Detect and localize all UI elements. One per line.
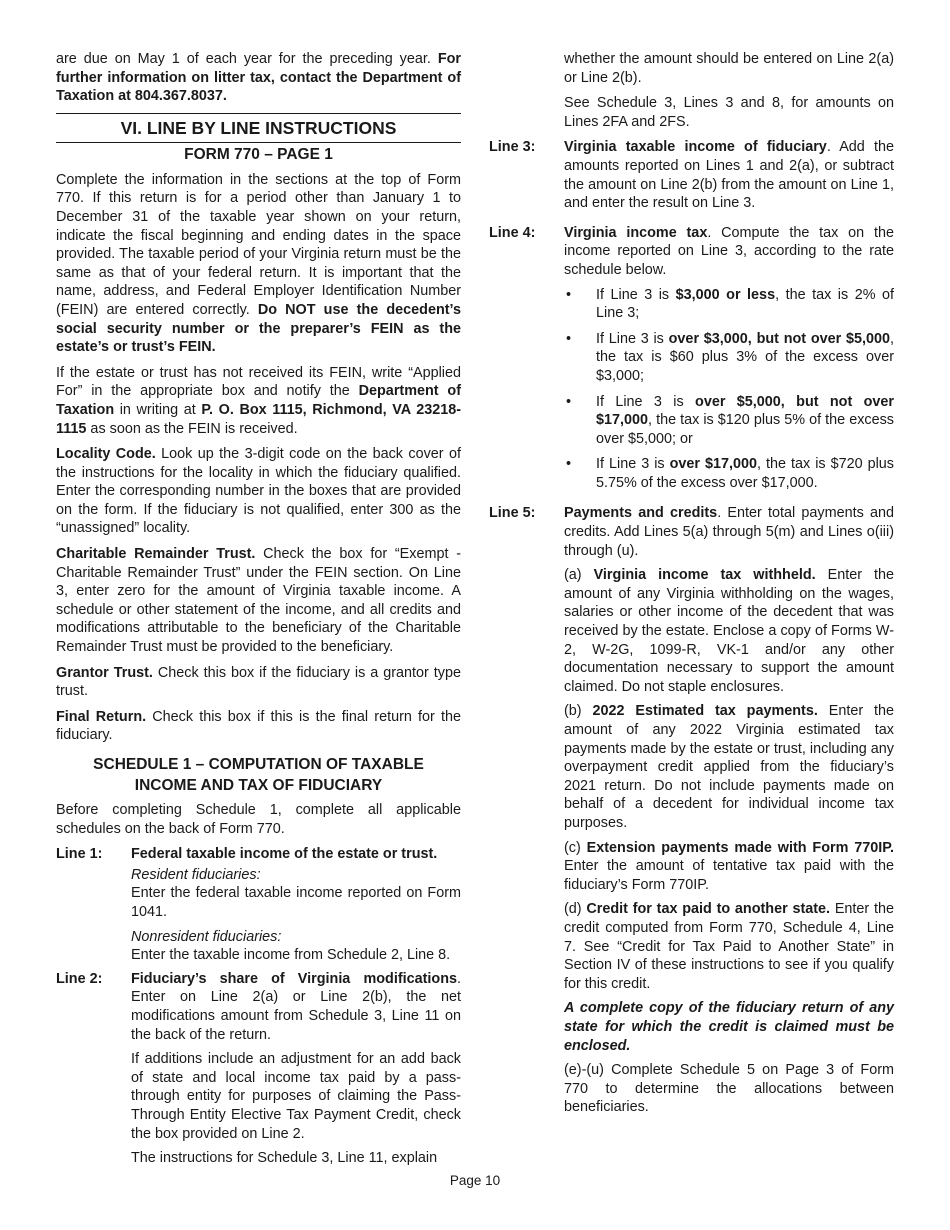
line-label: Line 2:: [56, 970, 103, 987]
form-heading: FORM 770 – PAGE 1: [184, 145, 333, 163]
rate-bullet: • If Line 3 is over $3,000, but not over $5,000, the tax is $60 plus 3% of the excess over $3,000;: [566, 330, 895, 384]
crt-paragraph: Charitable Remainder Trust. Check the box for “Exempt - Charitable Remainder Trust” under the FEIN section. On Line 3, enter zero for the amount of Virginia taxable income. A schedule or other statement of the income, and all credits and modifications attributable to the beneficiary of the Charitable Remainder Trust must be provided to the beneficiary.: [56, 546, 461, 656]
divider: [56, 142, 461, 143]
item-c: (c) Extension payments made with Form 770IP. Enter the amount of tentative tax paid with the fiduciary’s Form 770IP.: [564, 839, 894, 893]
schedule-1-heading: SCHEDULE 1 – COMPUTATION OF TAXABLE INCOME AND TAX OF FIDUCIARY: [93, 756, 424, 794]
page-number: Page 10: [449, 1173, 501, 1188]
line-label: Line 4:: [489, 224, 536, 241]
right-column: [489, 50, 894, 1128]
rate-schedule-list: [564, 286, 894, 493]
line-5-item: Line 5: Payments and credits. Enter total payments and credits. Add Lines 5(a) through 5(m) and Lines o(iii) through (u). (a) Virginia income tax withheld. Enter the amount of any Virginia withholding on the wages, salaries or other income of the decedent that was received by the estate. Enclose a copy of Forms W-2, W-2G, 1099-R, VK-1 and/or any other documentation necessary to support the amount claimed. Do not staple enclosures. (b) 2022 Estimated tax payments. Enter the amount of any 2022 Virginia estimated tax payments made by the estate or trust, including any overpayment credit applied from the fiduciary’s 2021 return. Do not include payments made on behalf of a decedent for individual income tax purposes. (c) Extension payments made with Form 770IP. Enter the amount of tentative tax paid with the fiduciary’s Form 770IP. (d) Credit for tax paid to another state. Enter the credit computed from Form 770, Schedule 4, Line 7. See “Credit for Tax Paid to Another State” in Section IV of these instructions to see if you qualify for this credit. A complete copy of the fiduciary return of any state for which the credit is claimed must be enclosed. (e)-(u) Complete Schedule 5 on Page 3 of Form 770 to determine the allocations between beneficiaries.: [489, 504, 894, 1122]
item-d-note: A complete copy of the fiduciary return of any state for which the credit is claimed must be enclosed.: [564, 1000, 894, 1054]
line-4-item: Line 4: Virginia income tax. Compute the tax on the income reported on Line 3, according to the rate schedule below. • If Line 3 is $3,000 or less, the tax is 2% of Line 3; • If Line 3 is over $3,000, but not over $5,000, the tax is $60 plus 3% of the excess over $3,000; • If Line 3 is over $5,000, but not over $17,000, the tax is $120 plus 5% of the excess over $5,000; or • If Line 3 is over $17,000, the tax is $720 plus 5.75% of the excess over $17,000.: [489, 224, 894, 500]
before-paragraph: Before completing Schedule 1, complete all applicable schedules on the back of Form 770.: [56, 802, 461, 837]
bullet-icon: •: [566, 330, 572, 347]
section-heading: VI. LINE BY LINE INSTRUCTIONS: [120, 117, 397, 138]
final-return-paragraph: Final Return. Check this box if this is the final return for the fiduciary.: [56, 708, 461, 744]
line-label: Line 1:: [56, 846, 103, 863]
locality-paragraph: Locality Code. Look up the 3-digit code on the back cover of the instructions for the locality in which the fiduciary qualified. Enter the corresponding number in the boxes that are provided on the form. If the fiduciary is not qualified, enter 300 as the “unassigned” locality.: [56, 446, 461, 537]
line-label: Line 5:: [489, 505, 536, 522]
item-d: (d) Credit for tax paid to another state. Enter the credit computed from Form 770, Schedule 4, Line 7. See “Credit for Tax Paid to Another State” in Section IV of these instructions to see if you qualify for this credit.: [564, 901, 894, 992]
line-3-item: Line 3: Virginia taxable income of fiduciary. Add the amounts reported on Lines 1 and 2(a), or subtract the amount on Line 2(b) from the amount on Line 1, and enter the result on Line 3.: [489, 138, 894, 218]
line-2-item: Line 2: Fiduciary’s share of Virginia modifications. Enter on Line 2(a) or Line 2(b), the net modifications amount from Schedule 3, Line 11 on the back of the return. If additions include an adjustment for an add back of state and local income tax paid by a pass-through entity for purposes of claiming the Pass-Through Entity Elective Tax Payment Credit, check the box provided on Line 2. The instructions for Schedule 3, Line 11, explain: [56, 970, 461, 1174]
rate-bullet: • If Line 3 is $3,000 or less, the tax is 2% of Line 3;: [566, 286, 895, 322]
line-label: Line 3:: [489, 139, 536, 156]
bullet-icon: •: [566, 286, 572, 303]
continued-paragraph: whether the amount should be entered on Line 2(a) or Line 2(b).: [564, 51, 894, 86]
item-a: (a) Virginia income tax withheld. Enter the amount of any Virginia withholding on the wages, salaries or other income of the decedent that was received by the estate. Enclose a copy of Forms W-2, W-2G, 1099-R, VK-1 and/or any other documentation necessary to support the amount claimed. Do not staple enclosures.: [564, 567, 895, 695]
line-1-item: Line 1: Federal taxable income of the estate or trust. Resident fiduciaries: Enter the federal taxable income reported on Form 1041. Nonresident fiduciaries: Enter the taxable income from Schedule 2, Line 8.: [56, 846, 461, 964]
fein-paragraph: If the estate or trust has not received its FEIN, write “Applied For” in the appropriate box and notify the Department of Taxation in writing at P. O. Box 1115, Richmond, VA 23218-1115 as soon as the FEIN is received.: [56, 364, 462, 437]
schedule-3-ref-paragraph: See Schedule 3, Lines 3 and 8, for amounts on Lines 2FA and 2FS.: [564, 95, 894, 130]
item-b: (b) 2022 Estimated tax payments. Enter the amount of any 2022 Virginia estimated tax payments made by the estate or trust, including any overpayment credit applied from the fiduciary’s 2021 return. Do not include payments made on behalf of a decedent for individual income tax purposes.: [564, 703, 895, 831]
intro-paragraph: are due on May 1 of each year for the preceding year. For further information on litter tax, contact the Department of Taxation at 804.367.8037.: [56, 51, 461, 105]
rate-bullet: • If Line 3 is over $5,000, but not over $17,000, the tax is $120 plus 5% of the excess over $5,000; or: [566, 393, 895, 447]
left-column: [56, 50, 461, 1179]
item-e-u: (e)-(u) Complete Schedule 5 on Page 3 of Form 770 to determine the allocations between beneficiaries.: [564, 1062, 894, 1116]
grantor-paragraph: Grantor Trust. Check this box if the fiduciary is a grantor type trust.: [56, 664, 461, 700]
rate-bullet: • If Line 3 is over $17,000, the tax is $720 plus 5.75% of the excess over $17,000.: [566, 456, 895, 491]
bullet-icon: •: [566, 456, 572, 473]
form-info-paragraph: Complete the information in the sections at the top of Form 770. If this return is for a period other than January 1 to December 31 of the taxable year shown on your return, indicate the fiscal beginning and ending dates in the space provided. The taxable period of your Virginia return must be the same as that of your federal return. It is important that the name, address, and Federal Employer Identification Number (FEIN) are entered correctly. Do NOT use the decedent’s social security number or the preparer’s FEIN as the estate’s or trust’s FEIN.: [56, 171, 461, 356]
bullet-icon: •: [566, 393, 572, 410]
